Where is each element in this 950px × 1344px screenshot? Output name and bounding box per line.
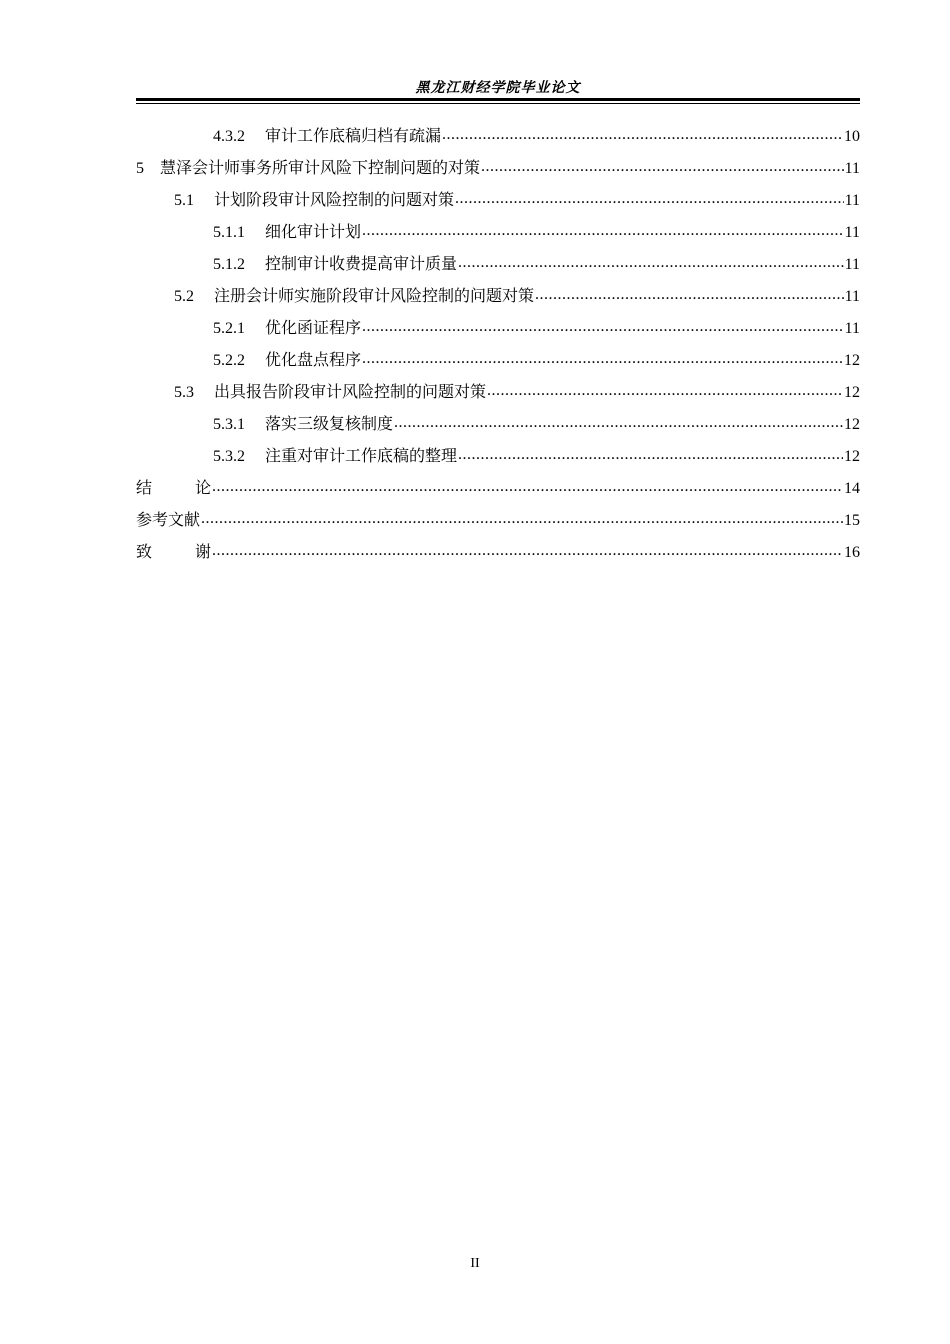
toc-entry-page: 11 bbox=[844, 256, 860, 273]
toc-entry-number: 5.3.1 bbox=[213, 416, 245, 433]
toc-dot-leader bbox=[458, 447, 843, 463]
toc-dot-leader bbox=[362, 223, 844, 239]
toc-entry-page: 10 bbox=[844, 128, 860, 145]
toc-entry-5-3[interactable] bbox=[136, 376, 860, 408]
toc-dot-leader bbox=[458, 255, 844, 271]
toc-entry-title: 致谢 bbox=[136, 542, 255, 561]
toc-entry-5-1[interactable] bbox=[136, 184, 860, 216]
toc-entry-references[interactable] bbox=[136, 504, 860, 536]
toc-entry-title: 落实三级复核制度 bbox=[265, 414, 394, 433]
toc-entry-page: 12 bbox=[844, 352, 860, 369]
toc-dot-leader bbox=[442, 127, 843, 143]
toc-entry-page: 11 bbox=[844, 288, 860, 305]
header-rule-thin bbox=[136, 103, 860, 104]
toc-entry-title: 注重对审计工作底稿的整理 bbox=[265, 446, 458, 465]
toc-entry-number: 5.2.1 bbox=[213, 320, 245, 337]
toc-entry-title: 优化函证程序 bbox=[265, 318, 362, 337]
toc-entry-page: 12 bbox=[844, 416, 860, 433]
header-rule-thick bbox=[136, 98, 860, 101]
toc-dot-leader bbox=[362, 319, 844, 335]
toc-entry-5[interactable] bbox=[136, 152, 860, 184]
toc-entry-5-1-1[interactable] bbox=[136, 216, 860, 248]
toc-entry-page: 12 bbox=[844, 384, 860, 401]
toc-entry-page: 11 bbox=[844, 224, 860, 241]
toc-entry-title: 细化审计计划 bbox=[265, 222, 362, 241]
toc-dot-leader bbox=[481, 159, 844, 175]
toc-entry-5-2[interactable] bbox=[136, 280, 860, 312]
toc-entry-4-3-2[interactable] bbox=[136, 120, 860, 152]
toc-entry-title: 参考文献 bbox=[136, 510, 201, 529]
toc-dot-leader bbox=[201, 511, 843, 527]
toc-entry-5-3-2[interactable] bbox=[136, 440, 860, 472]
toc-entry-5-3-1[interactable] bbox=[136, 408, 860, 440]
toc-entry-number: 5.3.2 bbox=[213, 448, 245, 465]
page-header-title: 黑龙江财经学院毕业论文 bbox=[415, 80, 581, 96]
toc-dot-leader bbox=[394, 415, 843, 431]
toc-entry-conclusion[interactable] bbox=[136, 472, 860, 504]
toc-entry-page: 12 bbox=[844, 448, 860, 465]
toc-entry-title: 审计工作底稿归档有疏漏 bbox=[265, 126, 442, 145]
toc-entry-number: 5.2.2 bbox=[213, 352, 245, 369]
toc-entry-title: 计划阶段审计风险控制的问题对策 bbox=[214, 190, 455, 209]
toc-entry-page: 14 bbox=[844, 480, 860, 497]
toc-dot-leader bbox=[212, 543, 843, 559]
toc-entry-number: 5.3 bbox=[174, 384, 194, 401]
toc-entry-5-2-2[interactable] bbox=[136, 344, 860, 376]
toc-entry-title: 慧泽会计师事务所审计风险下控制问题的对策 bbox=[160, 158, 481, 177]
toc-entry-title: 优化盘点程序 bbox=[265, 350, 362, 369]
page-number: II bbox=[470, 1256, 480, 1271]
toc-entry-page: 16 bbox=[844, 544, 860, 561]
toc-entry-number: 5.1 bbox=[174, 192, 194, 209]
toc-entry-5-2-1[interactable] bbox=[136, 312, 860, 344]
toc-entry-title: 控制审计收费提高审计质量 bbox=[265, 254, 458, 273]
toc-entry-5-1-2[interactable] bbox=[136, 248, 860, 280]
toc-entry-page: 15 bbox=[844, 512, 860, 529]
toc-entry-page: 11 bbox=[844, 192, 860, 209]
toc-entry-number: 5.1.1 bbox=[213, 224, 245, 241]
toc-entry-title: 结论 bbox=[136, 478, 255, 497]
toc-dot-leader bbox=[487, 383, 843, 399]
table-of-contents bbox=[136, 120, 860, 568]
toc-entry-title: 注册会计师实施阶段审计风险控制的问题对策 bbox=[214, 286, 535, 305]
toc-entry-number: 5.1.2 bbox=[213, 256, 245, 273]
toc-entry-page: 11 bbox=[844, 320, 860, 337]
toc-entry-number: 5 bbox=[136, 160, 144, 177]
toc-dot-leader bbox=[212, 479, 843, 495]
toc-dot-leader bbox=[455, 191, 844, 207]
toc-entry-page: 11 bbox=[844, 160, 860, 177]
toc-entry-title: 出具报告阶段审计风险控制的问题对策 bbox=[214, 382, 487, 401]
toc-entry-acknowledgements[interactable] bbox=[136, 536, 860, 568]
toc-entry-number: 5.2 bbox=[174, 288, 194, 305]
toc-dot-leader bbox=[535, 287, 844, 303]
toc-dot-leader bbox=[362, 351, 843, 367]
toc-entry-number: 4.3.2 bbox=[213, 128, 245, 145]
